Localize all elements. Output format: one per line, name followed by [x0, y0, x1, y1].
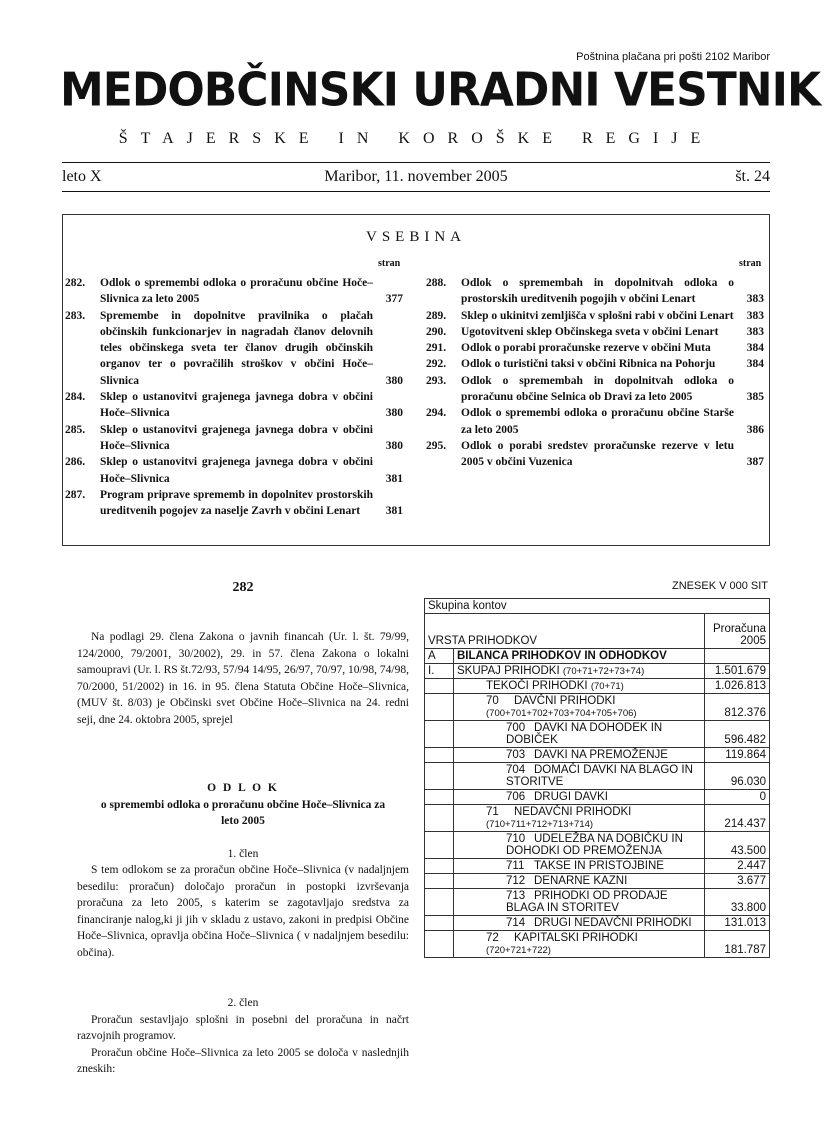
toc-item-title: Spremembe in dopolnitve pravilnika o plačah občinskih funkcionarjev in nagradah članov delovnih teles občinskega sveta ter članov drugih občinskih organov ter o povračilih stroškov v občini Hoče–Slivnica [100, 309, 373, 387]
table-header-row [425, 599, 770, 614]
row-label-cell [454, 790, 705, 805]
row-roman [425, 874, 454, 889]
toc-item[interactable] [424, 405, 764, 438]
row-label: DOMAČI DAVKI NA BLAGO IN STORITVE [506, 764, 693, 788]
postage-note: Poštnina plačana pri pošti 2102 Maribor [576, 51, 770, 63]
row-value: 33.800 [705, 889, 770, 916]
row-formula: (70+71+72+73+74) [562, 666, 645, 677]
toc-item-page: 384 [746, 342, 764, 355]
toc-item-title: Program priprave sprememb in dopolnitev prostorskih ureditvenih pogojev za naselje Zavrh v občini Lenart [100, 488, 373, 518]
row-roman [425, 763, 454, 790]
row-roman [425, 805, 454, 832]
clen2-heading: 2. člen [227, 997, 259, 1009]
row-label-cell [454, 664, 705, 679]
row-code: 711 [506, 860, 525, 872]
toc-item-page: 380 [385, 374, 403, 387]
toc-item[interactable] [424, 308, 764, 324]
toc-right-column [424, 275, 764, 471]
row-label: TAKSE IN PRISTOJBINE [534, 860, 664, 872]
table-row [425, 931, 770, 958]
row-label-cell [454, 874, 705, 889]
table-row [425, 721, 770, 748]
row-formula: (710+711+712+713+714) [486, 819, 594, 830]
year-label: leto X [62, 168, 102, 185]
row-label-cell [454, 859, 705, 874]
row-label: DAVČNI PRIHODKI [514, 695, 616, 707]
row-roman: I. [425, 664, 454, 679]
toc-page-label-right: stran [739, 258, 762, 269]
row-label-cell [454, 679, 705, 694]
row-code: 703 [506, 749, 526, 761]
row-label: DENARNE KAZNI [534, 875, 628, 887]
row-value: 2.447 [705, 859, 770, 874]
section-code: A [425, 649, 454, 664]
article-number: 282 [232, 580, 254, 595]
article-body [77, 629, 409, 1078]
toc-item-page: 380 [385, 439, 403, 452]
budget-label: Proračuna 2005 [705, 614, 770, 649]
row-label: UDELEŽBA NA DOBIČKU IN DOHODKI OD PREMOŽENJA [506, 833, 683, 857]
odlok-heading: O D L O K [207, 782, 279, 794]
toc-item-page: 387 [746, 456, 764, 469]
toc-item-number: 282. [65, 277, 86, 289]
row-value: 3.677 [705, 874, 770, 889]
toc-item-title: Odlok o spremembi odloka o proračunu občine Hoče–Slivnica za leto 2005 [100, 277, 373, 306]
toc-item-number: 294. [426, 407, 447, 420]
type-label: VRSTA PRIHODKOV [425, 614, 705, 649]
row-code: 713 [506, 890, 526, 902]
row-label-cell [454, 748, 705, 763]
row-label-cell [454, 832, 705, 859]
toc-item-page: 377 [385, 293, 403, 306]
toc-item-page: 383 [746, 325, 764, 338]
toc-item[interactable] [424, 324, 764, 340]
article-intro: Na podlagi 29. člena Zakona o javnih financah (Ur. l. št. 79/99, 124/2000, 79/2001, 30/2002), 29. in 57. člena Zakona o lokalni samoupravi (Ur. l. RS št.72/93, 57/94 14/95, 26/97, 70/97, 10/98, 74/98, 70/2000, 51/2002) in 16. in 95. člena Statuta Občine Hoče–Slivnica, (MUV št. 8/03) je Občinski svet Občine Hoče–Slivnica na 24. redni seji, dne 24. oktobra 2005, sprejel [77, 631, 409, 726]
table-row [425, 805, 770, 832]
clen1-text: S tem odlokom se za proračun občine Hoče–Slivnica (v nadaljnjem besedilu: proračun) določajo proračun in postopki izvrševanja proračuna za leto 2005, s katerim se zagotavljajo sredstva za financiranje nalog,ki ji jih v skladu z ustavo, zakoni in predpisi Občine Hoče–Slivnica, opravlja občina Hoče–Slivnica ( v nadaljnjem besedilu: občina). [77, 864, 409, 959]
toc-item-title: Sklep o ukinitvi zemljišča v splošni rabi v občini Lenart [461, 309, 734, 322]
toc-item-title: Sklep o ustanovitvi grajenega javnega dobra v občini Hoče–Slivnica [100, 456, 373, 485]
table-row [425, 679, 770, 694]
toc-item-page: 381 [385, 505, 403, 518]
table-row [425, 664, 770, 679]
table-row [425, 763, 770, 790]
toc-item-title: Sklep o ustanovitvi grajenega javnega dobra v občini Hoče–Slivnica [100, 391, 373, 420]
row-value: 96.030 [705, 763, 770, 790]
table-header-row [425, 614, 770, 649]
row-label-cell [454, 931, 705, 958]
clen2-text-1: Proračun sestavljajo splošni in posebni del proračuna in načrt razvojnih programov. [77, 1013, 409, 1042]
toc-item[interactable] [63, 454, 403, 487]
toc-item[interactable] [63, 487, 403, 520]
row-roman [425, 790, 454, 805]
row-code: 70 [486, 695, 499, 707]
row-value: 596.482 [705, 721, 770, 748]
table-row [425, 916, 770, 931]
toc-item-number: 287. [65, 488, 86, 501]
toc-item-title: Odlok o spremembah in dopolnitvah odloka o proračunu občine Selnica ob Dravi za leto 2005 [461, 374, 734, 404]
row-value: 812.376 [705, 694, 770, 721]
toc-item[interactable] [63, 308, 403, 389]
row-value: 1.501.679 [705, 664, 770, 679]
row-label-cell [454, 805, 705, 832]
revenue-table [424, 598, 770, 958]
toc-item-page: 384 [746, 358, 764, 371]
units-label: ZNESEK V 000 SIT [672, 580, 768, 592]
toc-item-number: 291. [426, 342, 447, 355]
row-code: 700 [506, 722, 526, 734]
issue-number: št. 24 [735, 168, 770, 185]
toc-title: VSEBINA [365, 229, 466, 245]
row-label: KAPITALSKI PRIHODKI [514, 932, 638, 944]
toc-item[interactable] [424, 373, 764, 406]
row-code: 714 [506, 917, 526, 929]
row-label-cell [454, 889, 705, 916]
row-label: DAVKI NA PREMOŽENJE [534, 749, 668, 761]
row-label: DRUGI DAVKI [534, 791, 608, 803]
row-formula: (720+721+722) [486, 945, 551, 956]
table-row [425, 748, 770, 763]
toc-item-title: Ugotovitveni sklep Občinskega sveta v občini Lenart [461, 325, 719, 338]
table-row [425, 832, 770, 859]
row-roman [425, 931, 454, 958]
place-date: Maribor, 11. november 2005 [324, 168, 508, 185]
row-code: 704 [506, 764, 526, 776]
toc-item-page: 383 [746, 309, 764, 322]
toc-item-page: 383 [746, 293, 764, 306]
toc-item[interactable] [63, 275, 403, 308]
toc-item-number: 295. [426, 439, 447, 452]
clen1-heading: 1. člen [227, 847, 259, 860]
row-roman [425, 916, 454, 931]
row-formula: (70+71) [590, 681, 624, 692]
toc-item-page: 386 [746, 423, 764, 436]
row-roman [425, 721, 454, 748]
row-value: 0 [705, 790, 770, 805]
table-row [425, 859, 770, 874]
row-code: 706 [506, 791, 526, 803]
toc-page-label-left: stran [378, 258, 401, 269]
row-value: 43.500 [705, 832, 770, 859]
toc-item[interactable] [63, 422, 403, 455]
toc-item-number: 290. [426, 325, 447, 338]
toc-item-title: Odlok o turistični taksi v občini Ribnica na Pohorju [461, 358, 716, 371]
clen2-text-2: Proračun občine Hoče–Slivnica za leto 2005 se določa v naslednjih zneskih: [77, 1046, 409, 1075]
row-label: PRIHODKI OD PRODAJE BLAGA IN STORITEV [506, 890, 668, 914]
row-code: 710 [506, 833, 526, 845]
group-label: Skupina kontov [425, 599, 770, 614]
table-row [425, 874, 770, 889]
toc-item-title: Odlok o spremembi odloka o proračunu občine Starše za leto 2005 [461, 407, 734, 436]
masthead-subtitle: ŠTAJERSKE IN KOROŠKE REGIJE [118, 130, 714, 147]
row-value: 1.026.813 [705, 679, 770, 694]
toc-item-page: 381 [385, 472, 403, 485]
toc-item-number: 283. [65, 309, 86, 322]
row-roman [425, 889, 454, 916]
row-label-cell [454, 916, 705, 931]
table-row [425, 790, 770, 805]
row-roman [425, 859, 454, 874]
section-title: BILANCA PRIHODKOV IN ODHODKOV [454, 649, 705, 664]
toc-item[interactable] [424, 340, 764, 356]
toc-item[interactable] [424, 356, 764, 372]
row-code: 712 [506, 875, 526, 887]
row-label: TEKOČI PRIHODKI [486, 680, 588, 692]
section-row [425, 649, 770, 664]
odlok-title: o spremembi odloka o proračunu občine Hoče–Slivnica za leto 2005 [100, 798, 386, 827]
row-roman [425, 832, 454, 859]
table-of-contents [62, 214, 770, 546]
table-row [425, 694, 770, 721]
toc-item-title: Odlok o porabi proračunske rezerve v občini Muta [461, 342, 711, 355]
row-code: 72 [486, 932, 499, 944]
row-value: 119.864 [705, 748, 770, 763]
bottom-rule [62, 191, 770, 192]
toc-item-number: 286. [65, 456, 86, 469]
table-row [425, 889, 770, 916]
section-value [705, 649, 770, 664]
row-label: DAVKI NA DOHODEK IN DOBIČEK [506, 722, 663, 746]
row-value: 214.437 [705, 805, 770, 832]
row-roman [425, 694, 454, 721]
toc-item[interactable] [424, 275, 764, 308]
row-label-cell [454, 694, 705, 721]
row-label-cell [454, 721, 705, 748]
row-label: SKUPAJ PRIHODKI [457, 665, 560, 677]
toc-item-number: 289. [426, 309, 447, 322]
row-label-cell [454, 763, 705, 790]
toc-item-page: 380 [385, 407, 403, 420]
toc-item-title: Sklep o ustanovitvi grajenega javnega dobra v občini Hoče–Slivnica [100, 423, 373, 452]
toc-item-number: 288. [426, 277, 447, 289]
row-roman [425, 748, 454, 763]
toc-item[interactable] [63, 389, 403, 422]
row-code: 71 [486, 806, 499, 818]
masthead-title: MEDOBČINSKI URADNI VESTNIK [60, 63, 821, 118]
row-roman [425, 679, 454, 694]
toc-item[interactable] [424, 438, 764, 471]
row-value: 181.787 [705, 931, 770, 958]
toc-item-number: 293. [426, 374, 447, 387]
toc-item-number: 284. [65, 391, 86, 404]
toc-item-number: 292. [426, 358, 447, 371]
row-label: DRUGI NEDAVČNI PRIHODKI [534, 917, 692, 929]
toc-item-title: Odlok o porabi sredstev proračunske rezerve v letu 2005 v občini Vuzenica [461, 439, 734, 469]
toc-left-column [63, 275, 403, 519]
row-value: 131.013 [705, 916, 770, 931]
row-label: NEDAVČNI PRIHODKI [514, 806, 632, 818]
toc-item-title: Odlok o spremembah in dopolnitvah odloka o prostorskih ureditvenih pogojih v občini Lenart [461, 277, 734, 306]
row-formula: (700+701+702+703+704+705+706) [486, 708, 637, 719]
toc-item-number: 285. [65, 423, 86, 436]
toc-item-page: 385 [746, 391, 764, 404]
top-rule [62, 162, 770, 163]
